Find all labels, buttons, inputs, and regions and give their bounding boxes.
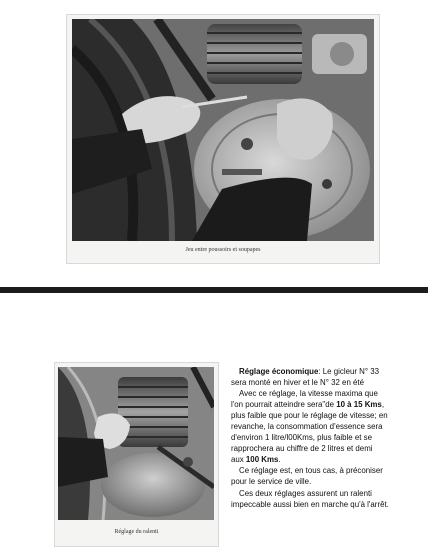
bottom-page — [0, 293, 428, 555]
text-fragment: , — [381, 400, 385, 410]
text-line-speed — [231, 399, 421, 410]
idle-adjustment-illustration — [58, 367, 214, 520]
idle-adjustment-photo — [58, 367, 214, 520]
heading-colon: : — [318, 367, 321, 376]
text-line: pour le service de ville. — [231, 477, 312, 487]
valve-clearance-illustration — [72, 19, 374, 241]
text-fragment: l'on pourrait atteindre sera"de — [231, 400, 337, 410]
text-fragment: aux — [231, 455, 246, 465]
idle-setting-text — [231, 366, 421, 510]
top-photo-plate — [66, 14, 380, 264]
speed-value: 10 à 15 Kms — [336, 400, 382, 410]
text-line: rapprochera au chiffre de 2 litres et demi — [231, 444, 373, 454]
text-line: impeccable aussi bien en marche qu'à l'arrêt. — [231, 499, 389, 509]
text-line: sera monté en hiver et le N° 32 en été — [231, 378, 364, 388]
heading-economic-setting: Réglage économique — [239, 367, 319, 376]
bottom-photo-plate — [54, 362, 219, 547]
text-fragment: . — [278, 455, 281, 465]
text-line: Ce réglage est, en tous cas, à préconiser — [239, 466, 383, 476]
text-line: plus faible que pour le réglage de vitesse; en — [231, 411, 388, 421]
paragraph-economic-setting — [231, 366, 421, 377]
top-photo-caption: Jeu entre poussoirs et soupapes — [185, 247, 261, 253]
text-line: Avec ce réglage, la vitesse maxima que — [239, 389, 378, 399]
distance-value: 100 Kms — [245, 455, 279, 465]
text-line: Ces deux réglages assurent un ralenti — [239, 488, 372, 498]
text-line: d'environ 1 litre/l00Kms, plus faible et se — [231, 433, 372, 443]
text-line-distance — [231, 454, 421, 465]
text-line: Le gicleur N° 33 — [320, 367, 379, 376]
text-line: revanche, la consommation d'essence sera — [231, 422, 383, 432]
valve-clearance-photo — [72, 19, 374, 241]
bottom-photo-caption: Réglage du ralenti — [114, 529, 159, 535]
